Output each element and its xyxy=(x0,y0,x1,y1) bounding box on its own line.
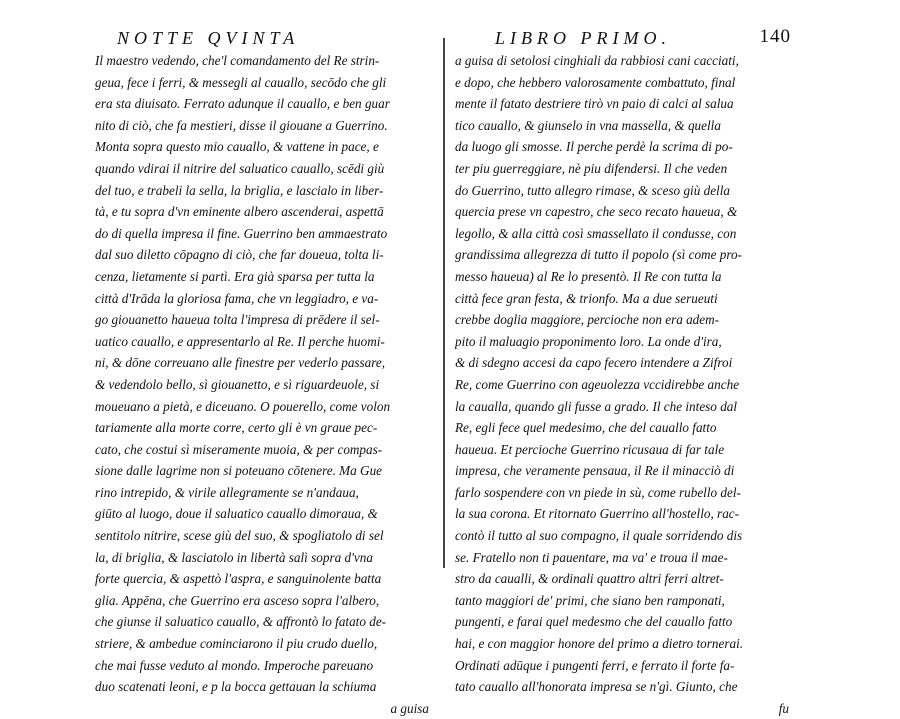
left-page xyxy=(95,28,435,716)
text-line: se. Fratello non ti pauentare, ma va' e troua il mae- xyxy=(455,549,728,565)
text-line: legollo, & alla città così smassellato il condusse, con xyxy=(455,225,737,241)
running-head-title: NOTTE QVINTA xyxy=(117,28,300,48)
text-line: & di sdegno accesi da capo fecero intendere a Zifroi xyxy=(455,355,733,371)
text-line: uatico cauallo, e appresentarlo al Re. Il perche huomi- xyxy=(95,333,385,349)
text-line: città fece gran festa, & trionfo. Ma a due serueuti xyxy=(455,290,718,306)
catchword: fu xyxy=(778,700,789,716)
text-line: e dopo, che hebbero valorosamente combattuto, final xyxy=(455,74,736,90)
text-line: quercia prese vn capestro, che seco recato haueua, & xyxy=(455,204,738,220)
text-line: forte quercia, & aspettò l'aspra, e sanguinolente batta xyxy=(95,571,382,587)
text-line: giūto al luogo, doue il saluatico cauallo dimoraua, & xyxy=(95,506,378,522)
text-line: & vedendolo bello, sì giouanetto, e sì riguardeuole, si xyxy=(95,376,380,392)
catchword: a guisa xyxy=(390,700,429,716)
text-line: pungenti, e farai quel medesmo che del cauallo fatto xyxy=(455,614,733,630)
text-line: ter piu guerreggiare, nè piu difendersi. Il che veden xyxy=(455,160,728,176)
right-running-head xyxy=(455,28,795,50)
text-line: tà, e tu sopra d'vn eminente albero ascenderai, aspettā xyxy=(95,204,384,220)
text-line: do Guerrino, tutto allegro rimase, & sceso giù della xyxy=(455,182,730,198)
text-line: tariamente alla morte corre, certo gli è vn graue pec- xyxy=(95,420,378,436)
text-line: cato, che costui sì miseramente muoia, & per compas- xyxy=(95,441,383,457)
text-line: pito il maluagio proponimento loro. La onde d'ira, xyxy=(455,333,722,349)
gutter-divider xyxy=(443,38,445,568)
text-line: farlo sospendere con vn piede in sù, come rubello del- xyxy=(455,484,741,500)
left-running-head xyxy=(95,28,435,50)
text-line: tato cauallo all'honorata impresa se n'gì. Giunto, che xyxy=(455,679,738,695)
text-line: a guisa di setolosi cinghiali da rabbiosi cani cacciati, xyxy=(455,53,739,68)
text-line: da luogo gli smosse. Il perche perdè la scrima di po- xyxy=(455,139,733,155)
text-line: geua, fece i ferri, & messegli al cauallo, secōdo che gli xyxy=(95,74,387,90)
text-line: cenza, lietamente si partì. Era già sparsa per tutta la xyxy=(95,268,375,284)
text-line: tanto maggiori de' primi, che siano ben ramponati, xyxy=(455,592,725,608)
text-line: tico cauallo, & giunselo in vna massella, & quella xyxy=(455,117,721,133)
text-line: la, di briglia, & lasciatolo in libertà salì sopra d'vna xyxy=(95,549,373,565)
text-line: rino intrepido, & virile allegramente se n'andaua, xyxy=(95,484,359,500)
text-line: ni, & dōne correuano alle finestre per vederlo passare, xyxy=(95,355,386,371)
text-line: sentitolo nitrire, scese giù del suo, & spogliatolo di sel xyxy=(95,528,384,544)
text-line: era sta diuisato. Ferrato adunque il cauallo, e ben guar xyxy=(95,96,390,112)
text-line: mente il fatato destriere tirò vn paio di calci al salua xyxy=(455,96,734,112)
text-line: dal suo diletto cōpagno di ciò, che far doueua, tolta li- xyxy=(95,247,384,263)
text-line: Ordinati adūque i pungenti ferri, e ferrato il forte fa- xyxy=(455,657,735,673)
text-line: glia. Appēna, che Guerrino era asceso sopra l'albero, xyxy=(95,592,380,608)
right-page xyxy=(455,26,795,716)
text-line: impresa, che veramente pensaua, il Re il minacciò di xyxy=(455,463,735,479)
text-line: che mai fusse veduto al mondo. Imperoche pareuano xyxy=(95,657,374,673)
text-line: striere, & ambedue cominciarono il piu crudo duello, xyxy=(95,636,378,652)
text-line: stro da caualli, & ordinali quattro altri ferri altret- xyxy=(455,571,724,587)
text-line: Re, come Guerrino con ageuolezza vccidirebbe anche xyxy=(455,376,740,392)
text-line: Il maestro vedendo, che'l comandamento del Re strin- xyxy=(95,53,380,68)
text-line: duo scatenati leoni, e p la bocca gettauan la schiuma xyxy=(95,679,377,695)
text-line: sione dalle lagrime non si poteuano cōtenere. Ma Gue xyxy=(95,463,383,479)
text-line: hai, e con maggior honore del primo a dietro tornerai. xyxy=(455,636,744,652)
text-line: moueuano a pietà, e diceuano. O pouerello, come volon xyxy=(95,398,391,414)
text-line: la caualla, quando gli fusse a grado. Il che inteso dal xyxy=(455,398,738,414)
running-head-title: LIBRO PRIMO. xyxy=(495,28,671,48)
page-number: 140 xyxy=(759,26,791,47)
text-line: haueua. Et percioche Guerrino ricusaua di far tale xyxy=(455,441,725,457)
text-line: messo haueua) al Re lo presentò. Il Re con tutta la xyxy=(455,268,722,284)
text-line: quando vdirai il nitrire del saluatico cauallo, scēdi giù xyxy=(95,160,385,176)
text-line: Re, egli fece quel medesimo, che del cauallo fatto xyxy=(455,420,717,436)
right-page-text xyxy=(455,50,795,698)
text-line: go giouanetto haueua tolta l'impresa di prēdere il sel- xyxy=(95,312,380,328)
text-line: del tuo, e trabeli la sella, la briglia, e lascialo in liber- xyxy=(95,182,384,198)
text-line: crebbe doglia maggiore, percioche non era adem- xyxy=(455,312,720,328)
text-line: che giunse il saluatico cauallo, & affrontò lo fatato de- xyxy=(95,614,387,630)
text-line: contò il tutto al suo compagno, il quale sorridendo dis xyxy=(455,528,743,544)
text-line: la sua corona. Et ritornato Guerrino all'hostello, rac- xyxy=(455,506,740,522)
left-page-text xyxy=(95,50,435,698)
book-spread xyxy=(95,26,807,716)
text-line: città d'Irāda la gloriosa fama, che vn leggiadro, e va- xyxy=(95,290,379,306)
text-line: do di quella impresa il fine. Guerrino ben ammaestrato xyxy=(95,225,388,241)
text-line: grandissima allegrezza di tutto il popolo (sì come pro- xyxy=(455,247,742,263)
text-line: nito di ciò, che fa mestieri, disse il giouane a Guerrino. xyxy=(95,117,388,133)
text-line: Monta sopra questo mio cauallo, & vattene in pace, e xyxy=(95,139,379,155)
